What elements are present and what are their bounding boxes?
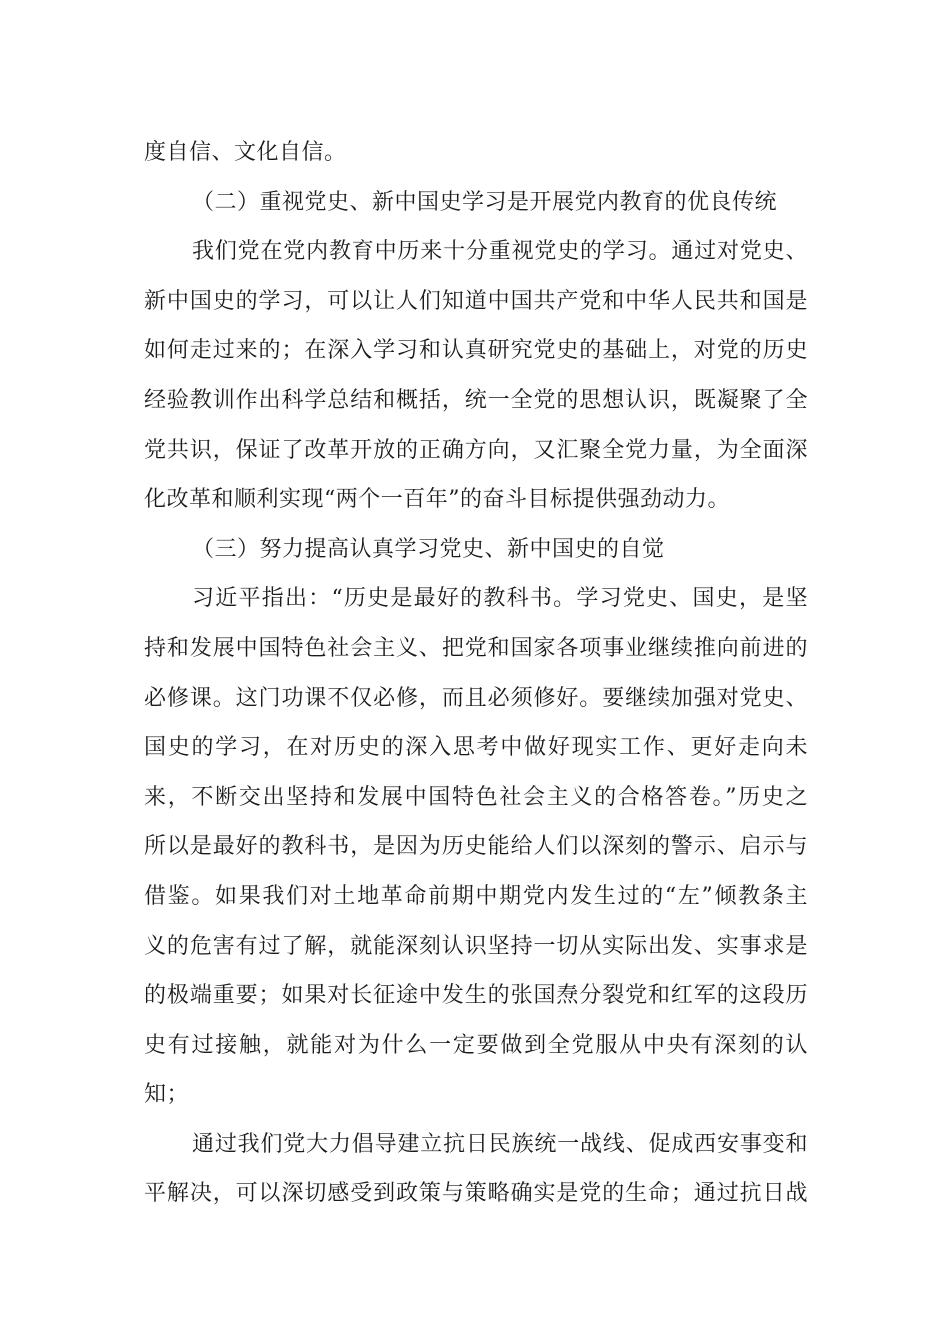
text-line: 如何走过来的；在深入学习和认真研究党史的基础上，对党的历史 [144, 338, 808, 364]
text-line: 国史的学习，在对历史的深入思考中做好现实工作、更好走向未 [144, 735, 808, 761]
text-line: 新中国史的学习，可以让人们知道中国共产党和中华人民共和国是 [144, 288, 808, 314]
text-line: 平解决，可以深切感受到政策与策略确实是党的生命；通过抗日战 [144, 1181, 808, 1207]
text-line: 所以是最好的教科书，是因为历史能给人们以深刻的警示、启示与 [144, 834, 808, 860]
text-line: 借鉴。如果我们对土地革命前期中期党内发生过的“左”倾教条主 [144, 883, 808, 909]
text-line: 经验教训作出科学总结和概括，统一全党的思想认识，既凝聚了全 [144, 387, 808, 413]
text-line: 史有过接触，就能对为什么一定要做到全党服从中央有深刻的认 [144, 1032, 808, 1058]
text-line: 来，不断交出坚持和发展中国特色社会主义的合格答卷。”历史之 [144, 784, 808, 810]
text-line: 通过我们党大力倡导建立抗日民族统一战线、促成西安事变和 [192, 1131, 808, 1157]
text-line: 的极端重要；如果对长征途中发生的张国焘分裂党和红军的这段历 [144, 983, 808, 1009]
text-line: 党共识，保证了改革开放的正确方向，又汇聚全党力量，为全面深 [144, 437, 808, 463]
text-line: 习近平指出：“历史是最好的教科书。学习党史、国史，是坚 [192, 586, 808, 612]
text-line: 义的危害有过了解，就能深刻认识坚持一切从实际出发、实事求是 [144, 933, 808, 959]
text-line: 度自信、文化自信。 [144, 140, 347, 165]
section-heading-3: （三）努力提高认真学习党史、新中国史的自觉 [192, 536, 665, 562]
section-heading-2: （二）重视党史、新中国史学习是开展党内教育的优良传统 [192, 189, 778, 215]
text-line: 必修课。这门功课不仅必修，而且必须修好。要继续加强对党史、 [144, 685, 808, 711]
document-body [144, 128, 808, 1219]
text-line: 我们党在党内教育中历来十分重视党史的学习。通过对党史、 [192, 239, 808, 265]
text-line: 化改革和顺利实现“两个一百年”的奋斗目标提供强劲动力。 [144, 487, 730, 513]
text-line: 持和发展中国特色社会主义、把党和国家各项事业继续推向前进的 [144, 635, 808, 661]
text-line: 知； [144, 1082, 190, 1108]
